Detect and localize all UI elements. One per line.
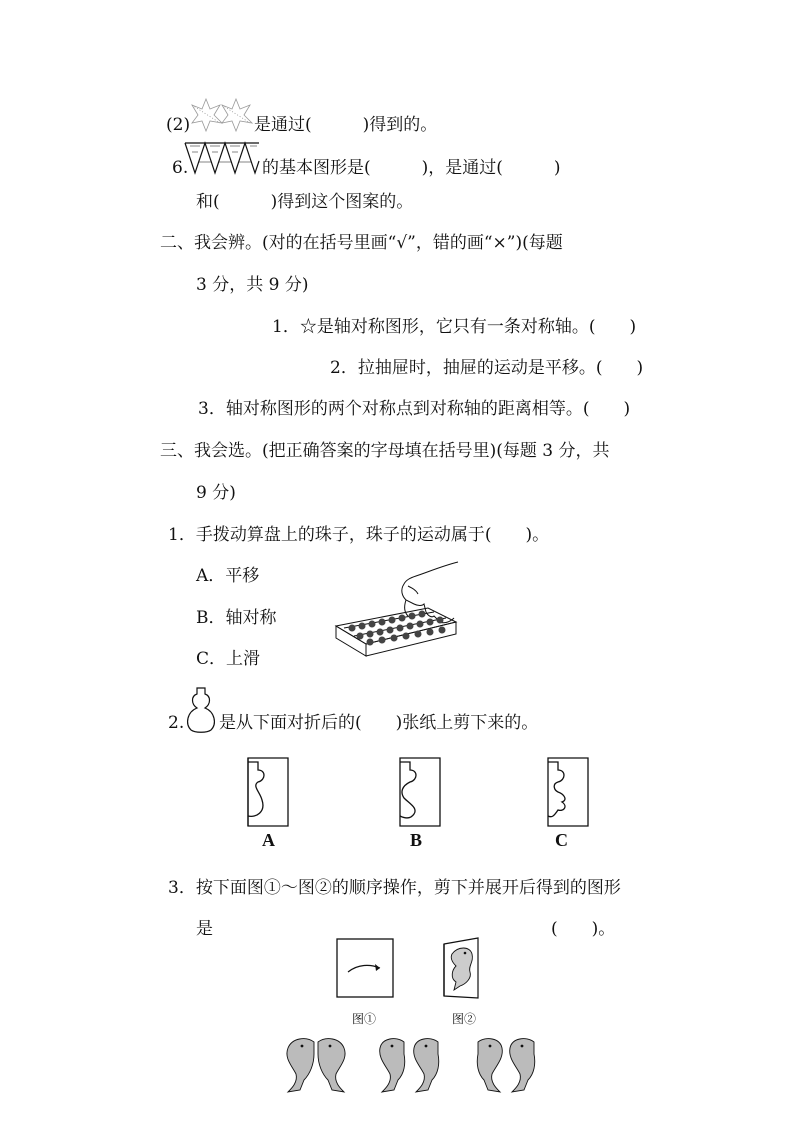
- choice-q3-stem: 3．按下面图①～图②的顺序操作，剪下并展开后得到的图形: [168, 878, 621, 898]
- figure-1-caption: 图①: [352, 1012, 377, 1026]
- q6-number: 6.: [172, 158, 189, 178]
- section2-title-continued: 3 分，共 9 分): [196, 275, 309, 295]
- dolphin-answer-a: [280, 1034, 352, 1096]
- choice-q1-stem: 1．手拨动算盘上的珠子，珠子的运动属于( )。: [168, 525, 550, 545]
- option-c-label: C: [555, 830, 568, 850]
- judge-item-3: 3．轴对称图形的两个对称点到对称轴的距离相等。( ): [198, 399, 631, 419]
- gourd-shape-figure: [183, 686, 219, 734]
- judge-item-1: 1．☆是轴对称图形，它只有一条对称轴。( ): [272, 317, 637, 337]
- folded-paper-option-c: [544, 756, 592, 828]
- choice-q1-option-c: C．上滑: [196, 649, 261, 669]
- fold-step-1-figure: [336, 938, 396, 1000]
- fold-step-2-figure: [438, 936, 484, 1000]
- dolphin-answer-b: [374, 1034, 446, 1096]
- choice-q1-option-b: B．轴对称: [196, 608, 277, 628]
- folded-paper-option-b: [396, 756, 444, 828]
- choice-q2-stem: 是从下面对折后的( )张纸上剪下来的。: [219, 713, 539, 733]
- choice-q1-option-a: A．平移: [196, 566, 260, 586]
- q5-2-number: (2): [166, 115, 191, 135]
- q6-text: 的基本图形是( )，是通过( ): [262, 158, 561, 178]
- folded-paper-option-a: [244, 756, 292, 828]
- star-pattern-figure: [190, 97, 254, 133]
- abacus-hand-illustration: [330, 556, 462, 668]
- q5-2-text: 是通过( )得到的。: [254, 115, 438, 135]
- figure-2-caption: 图②: [452, 1012, 477, 1026]
- option-a-label: A: [262, 830, 275, 850]
- option-b-label: B: [410, 830, 423, 850]
- section3-title: 三、我会选。(把正确答案的字母填在括号里)(每题 3 分，共: [160, 441, 610, 461]
- section2-title: 二、我会辨。(对的在括号里画“√”，错的画“×”)(每题: [160, 233, 563, 253]
- choice-q2-number: 2.: [168, 713, 185, 733]
- triangle-pattern-figure: [183, 140, 261, 176]
- q6-text-continued: 和( )得到这个图案的。: [196, 192, 414, 212]
- judge-item-2: 2．拉抽屉时，抽屉的运动是平移。( ): [330, 358, 644, 378]
- dolphin-answer-c: [470, 1034, 542, 1096]
- choice-q3-answer-blank: ( )。: [551, 919, 616, 939]
- choice-q3-stem-continued: 是: [196, 919, 213, 939]
- section3-title-continued: 9 分): [196, 483, 236, 503]
